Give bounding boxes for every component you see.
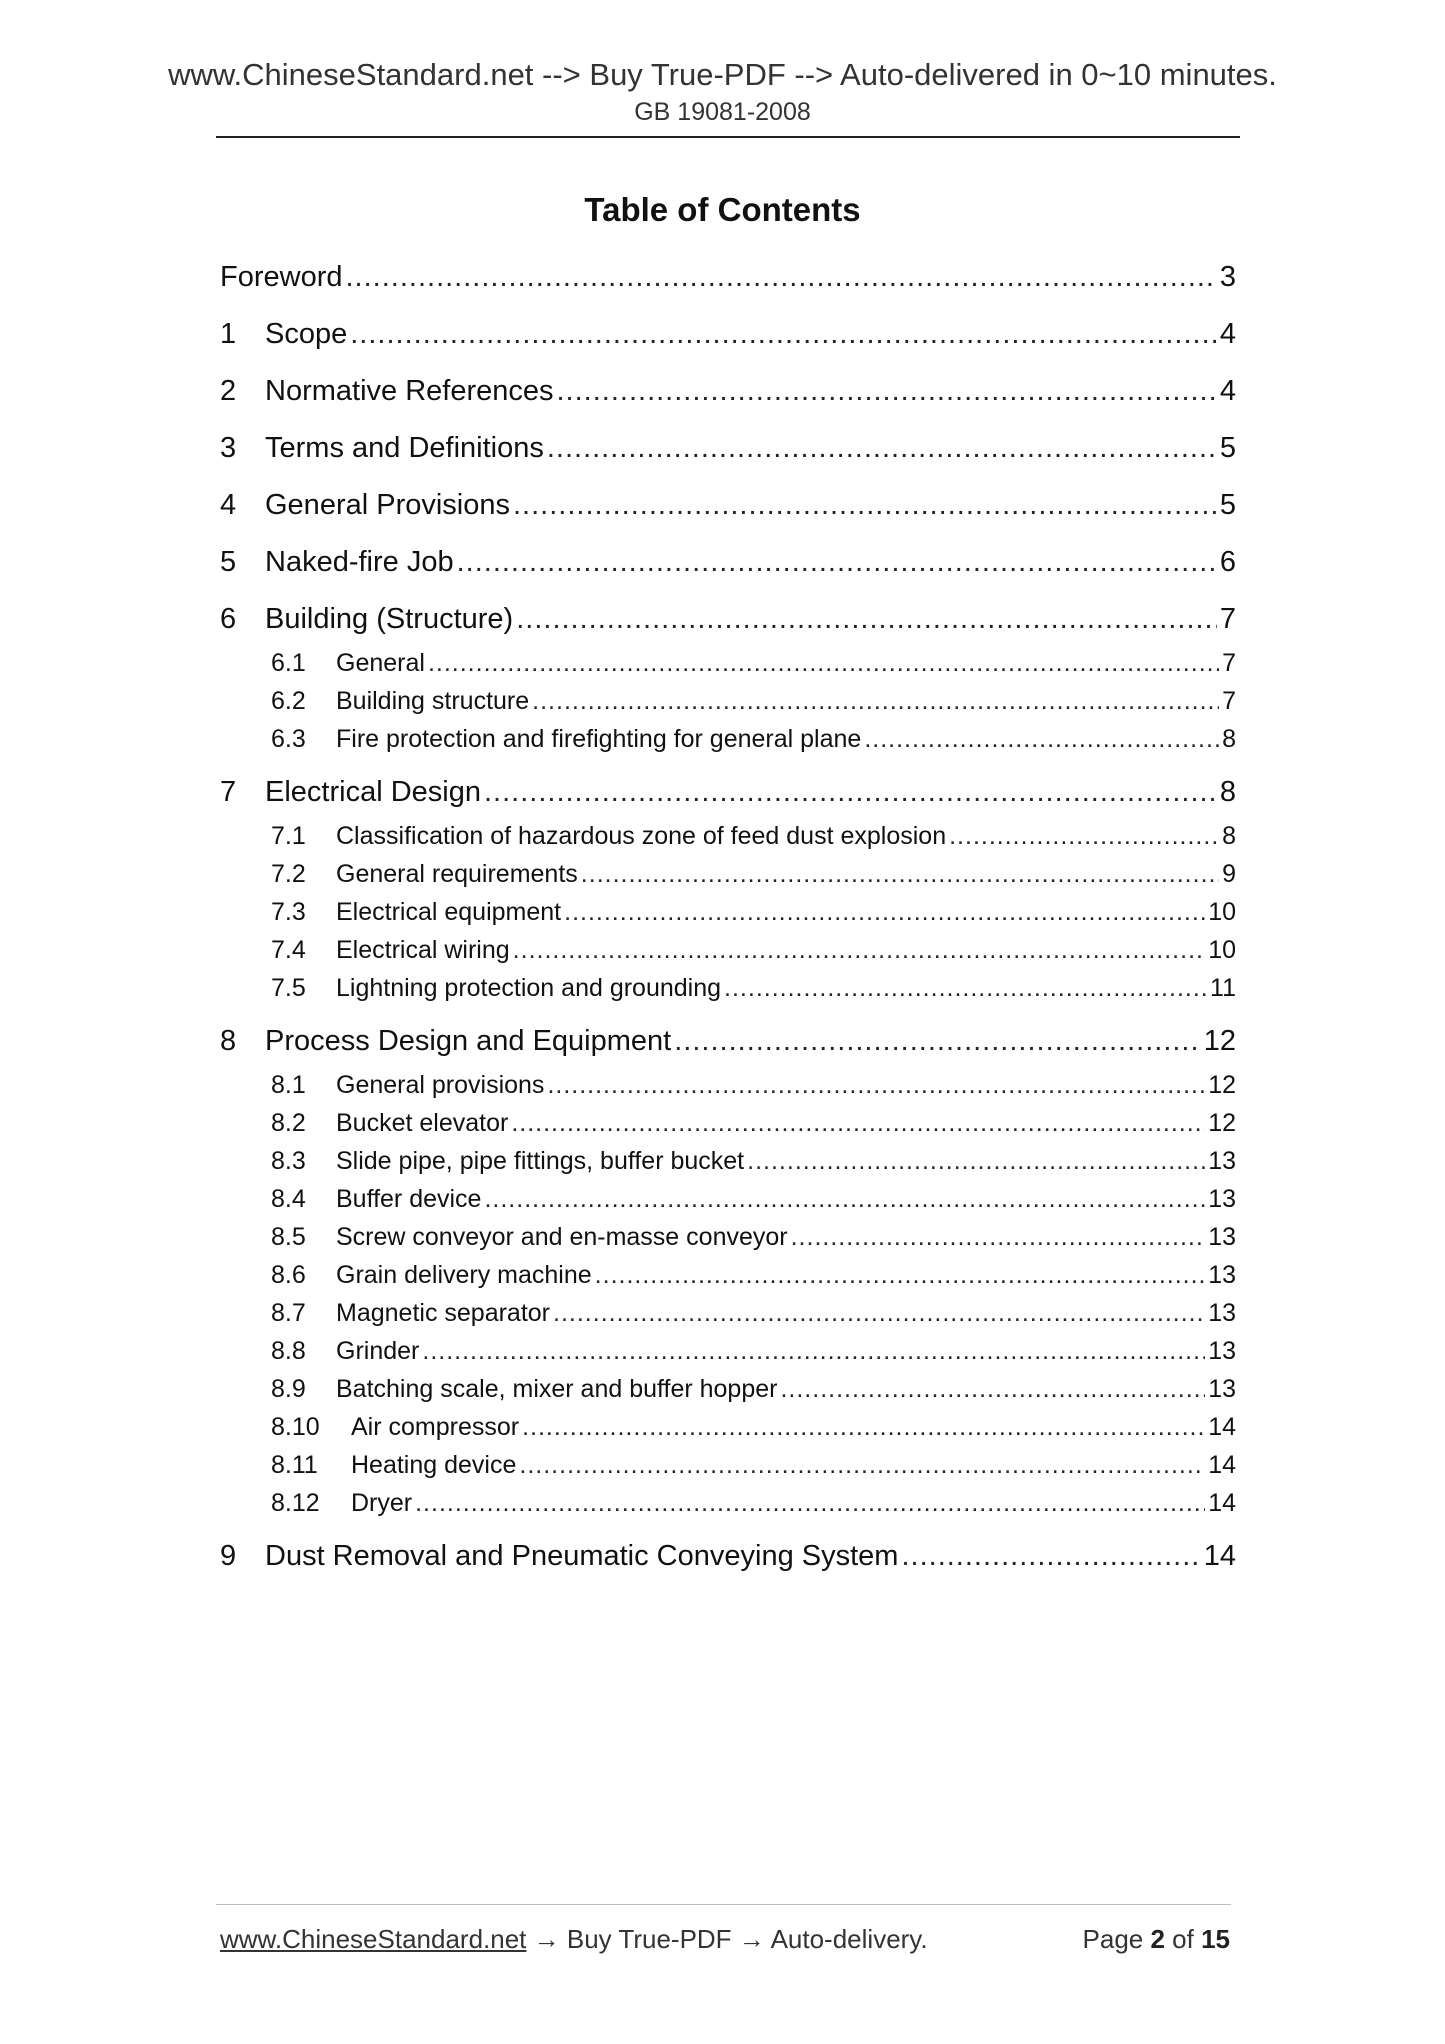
toc-entry-page: 14 [1208, 1489, 1236, 1517]
toc-entry-page: 6 [1219, 546, 1236, 578]
toc-entry[interactable] [220, 1022, 1236, 1060]
toc-entry-number: 8.10 [271, 1413, 320, 1441]
toc-entry-label: Electrical equipment [336, 898, 562, 926]
toc-entry-label: Lightning protection and grounding [336, 974, 722, 1002]
toc-entry-page: 11 [1210, 974, 1236, 1002]
toc-entry[interactable] [220, 1069, 1236, 1101]
toc-entry-label: Normative References [265, 375, 554, 407]
toc-leader-dots [428, 647, 1219, 679]
header-banner-text: www.ChineseStandard.net --> Buy True-PDF --> Auto-delivered in 0~10 minutes. [168, 57, 1277, 92]
toc-entry-label: Classification of hazardous zone of feed dust explosion [336, 822, 947, 850]
toc-entry-label: Terms and Definitions [265, 432, 544, 464]
toc-entry-number: 6.2 [271, 687, 306, 715]
toc-entry[interactable] [220, 858, 1236, 890]
toc-leader-dots [522, 1411, 1205, 1443]
toc-entry-number: 5 [220, 546, 237, 578]
toc-entry-page: 13 [1208, 1375, 1236, 1403]
toc-entry-label: Grain delivery machine [336, 1261, 592, 1289]
toc-entry-number: 6.3 [271, 725, 306, 753]
toc-entry-number: 8.1 [271, 1071, 306, 1099]
toc-entry-label: General Provisions [265, 489, 510, 521]
toc-entry-label: Screw conveyor and en-masse conveyor [336, 1223, 788, 1251]
toc-entry-number: 9 [220, 1540, 237, 1572]
toc-entry-page: 5 [1219, 489, 1236, 521]
toc-entry-number: 6 [220, 603, 237, 635]
toc-leader-dots [547, 1069, 1205, 1101]
toc-entry[interactable] [220, 315, 1236, 353]
toc-entry-page: 7 [1222, 649, 1236, 677]
toc-leader-dots [557, 372, 1217, 410]
toc-entry[interactable] [220, 1449, 1236, 1481]
page-indicator [1083, 1924, 1230, 1955]
toc-entry[interactable] [220, 429, 1236, 467]
toc-entry-label: Air compressor [351, 1413, 520, 1441]
toc-entry-page: 12 [1203, 1025, 1236, 1057]
toc-entry-number: 7.3 [271, 898, 306, 926]
toc-entry-page: 13 [1208, 1299, 1236, 1327]
toc-leader-dots [532, 685, 1219, 717]
toc-entry-page: 4 [1219, 318, 1236, 350]
toc-entry-page: 14 [1208, 1451, 1236, 1479]
toc-entry[interactable] [220, 1411, 1236, 1443]
footer-left [220, 1924, 928, 1955]
toc-entry-label: Magnetic separator [336, 1299, 551, 1327]
toc-entry-page: 10 [1208, 936, 1236, 964]
toc-entry-page: 13 [1208, 1261, 1236, 1289]
toc-leader-dots [457, 543, 1217, 581]
toc-leader-dots [724, 972, 1207, 1004]
toc-entry-label: Electrical wiring [336, 936, 510, 964]
toc-entry-page: 8 [1219, 776, 1236, 808]
toc-leader-dots [547, 429, 1217, 467]
toc-entry-page: 7 [1219, 603, 1236, 635]
toc-entry-label: Heating device [351, 1451, 517, 1479]
toc-entry-label: Naked-fire Job [265, 546, 454, 578]
toc-leader-dots [595, 1259, 1206, 1291]
toc-entry-page: 13 [1208, 1223, 1236, 1251]
toc-leader-dots [780, 1373, 1205, 1405]
page-prefix: Page [1082, 1924, 1151, 1954]
toc-entry-label: Dryer [351, 1489, 413, 1517]
toc-leader-dots [581, 858, 1219, 890]
toc-entry-label: Slide pipe, pipe fittings, buffer bucket [336, 1147, 745, 1175]
footer-site-link[interactable]: www.ChineseStandard.net [220, 1924, 527, 1954]
toc-leader-dots [519, 1449, 1205, 1481]
toc-entry-label: Dust Removal and Pneumatic Conveying System [265, 1540, 899, 1572]
toc-entry-page: 10 [1208, 898, 1236, 926]
toc-entry[interactable] [220, 723, 1236, 755]
toc-entry-label: General requirements [336, 860, 578, 888]
toc-entry[interactable] [220, 647, 1236, 679]
toc-entry-number: 8.7 [271, 1299, 306, 1327]
toc-entry-page: 3 [1219, 261, 1236, 293]
toc-entry[interactable] [220, 543, 1236, 581]
toc-entry[interactable] [220, 600, 1236, 638]
toc-leader-dots [422, 1335, 1205, 1367]
toc-leader-dots [747, 1145, 1205, 1177]
toc-entry-number: 1 [220, 318, 237, 350]
toc-leader-dots [350, 315, 1217, 353]
toc-entry-page: 9 [1222, 860, 1236, 888]
toc-entry[interactable] [220, 258, 1236, 296]
toc-leader-dots [346, 258, 1217, 296]
toc-leader-dots [949, 820, 1219, 852]
page-header [0, 56, 1445, 128]
toc-leader-dots [791, 1221, 1206, 1253]
toc-entry-number: 8 [220, 1025, 237, 1057]
toc-entry-number: 3 [220, 432, 237, 464]
toc-entry[interactable] [220, 1107, 1236, 1139]
toc-entry[interactable] [220, 1259, 1236, 1291]
toc-entry-label: General provisions [336, 1071, 545, 1099]
toc-entry-label: Grinder [336, 1337, 420, 1365]
toc-leader-dots [516, 600, 1217, 638]
toc-entry[interactable] [220, 1487, 1236, 1519]
toc-entry-page: 5 [1219, 432, 1236, 464]
toc-entry-label: Electrical Design [265, 776, 481, 808]
toc-leader-dots [484, 1183, 1205, 1215]
toc-entry-number: 7.2 [271, 860, 306, 888]
toc-entry-number: 7.4 [271, 936, 306, 964]
toc-entry-number: 4 [220, 489, 237, 521]
toc-entry-label: Building structure [336, 687, 530, 715]
toc-entry[interactable] [220, 1537, 1236, 1575]
toc-entry[interactable] [220, 773, 1236, 811]
toc-entry-label: Building (Structure) [265, 603, 514, 635]
toc-entry-page: 12 [1208, 1071, 1236, 1099]
toc-leader-dots [901, 1537, 1200, 1575]
toc-entry-label: General [336, 649, 425, 677]
toc-entry-page: 7 [1222, 687, 1236, 715]
toc-entry-label: Batching scale, mixer and buffer hopper [336, 1375, 778, 1403]
toc-leader-dots [553, 1297, 1205, 1329]
toc-entry-number: 8.6 [271, 1261, 306, 1289]
toc-entry[interactable] [220, 1335, 1236, 1367]
toc-entry[interactable] [220, 1297, 1236, 1329]
toc-entry-page: 13 [1208, 1337, 1236, 1365]
toc-leader-dots [415, 1487, 1205, 1519]
toc-entry[interactable] [220, 972, 1236, 1004]
toc-entry-number: 2 [220, 375, 237, 407]
toc-entry[interactable] [220, 896, 1236, 928]
toc-entry-page: 13 [1208, 1185, 1236, 1213]
toc-leader-dots [564, 896, 1205, 928]
footer-divider [216, 1904, 1231, 1905]
toc-entry-number: 7 [220, 776, 237, 808]
toc-leader-dots [484, 773, 1217, 811]
toc-entry[interactable] [220, 372, 1236, 410]
toc-leader-dots [513, 486, 1217, 524]
toc-entry[interactable] [220, 1145, 1236, 1177]
toc-entry-page: 14 [1203, 1540, 1236, 1572]
toc-entry[interactable] [220, 1221, 1236, 1253]
header-divider [216, 136, 1240, 138]
toc-entry[interactable] [220, 685, 1236, 717]
toc-entry-page: 8 [1222, 822, 1236, 850]
toc-entry-number: 7.5 [271, 974, 306, 1002]
toc-entry-page: 13 [1208, 1147, 1236, 1175]
toc-entry-page: 12 [1208, 1109, 1236, 1137]
toc-entry[interactable] [220, 1373, 1236, 1405]
toc-leader-dots [513, 934, 1206, 966]
toc-entry[interactable] [220, 934, 1236, 966]
page-footer [220, 1924, 1230, 1955]
page-current: 2 [1150, 1924, 1165, 1954]
toc-entry-label: Buffer device [336, 1185, 482, 1213]
table-of-contents [220, 258, 1236, 1594]
standard-number: GB 19081-2008 [634, 98, 811, 126]
toc-entry-label: Process Design and Equipment [265, 1025, 672, 1057]
toc-leader-dots [864, 723, 1219, 755]
toc-entry-number: 8.9 [271, 1375, 306, 1403]
toc-entry-label: Bucket elevator [336, 1109, 509, 1137]
toc-entry-label: Scope [265, 318, 348, 350]
toc-entry[interactable] [220, 820, 1236, 852]
footer-delivery-text: → Buy True-PDF → Auto-delivery. [526, 1924, 928, 1954]
toc-entry-number: 8.4 [271, 1185, 306, 1213]
toc-entry-number: 8.8 [271, 1337, 306, 1365]
toc-entry[interactable] [220, 486, 1236, 524]
toc-entry-label: Fire protection and firefighting for general plane [336, 725, 862, 753]
toc-entry-page: 4 [1219, 375, 1236, 407]
toc-entry-number: 8.3 [271, 1147, 306, 1175]
toc-entry-page: 14 [1208, 1413, 1236, 1441]
toc-entry-label: Foreword [220, 261, 343, 293]
toc-entry-number: 8.12 [271, 1489, 320, 1517]
toc-leader-dots [511, 1107, 1205, 1139]
page-mid: of [1164, 1924, 1202, 1954]
toc-entry-number: 8.5 [271, 1223, 306, 1251]
toc-entry-number: 7.1 [271, 822, 306, 850]
toc-entry-number: 8.2 [271, 1109, 306, 1137]
toc-entry-page: 8 [1222, 725, 1236, 753]
toc-entry-number: 6.1 [271, 649, 306, 677]
toc-leader-dots [674, 1022, 1201, 1060]
toc-title: Table of Contents [584, 191, 861, 228]
toc-entry[interactable] [220, 1183, 1236, 1215]
toc-entry-number: 8.11 [271, 1451, 318, 1479]
page-total: 15 [1201, 1924, 1230, 1954]
